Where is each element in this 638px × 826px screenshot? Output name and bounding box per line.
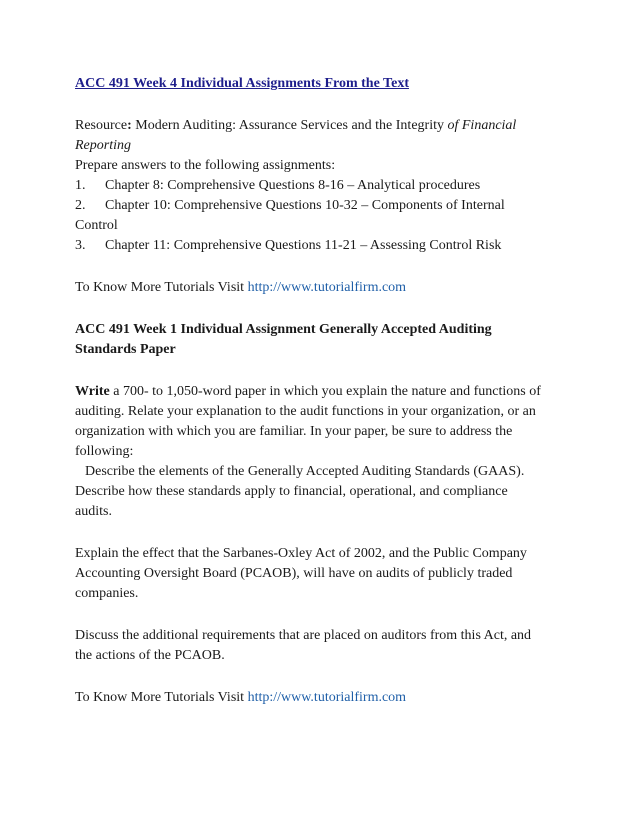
section2-heading-line2: Standards Paper bbox=[75, 342, 176, 357]
paragraph-line: the actions of the PCAOB. bbox=[75, 648, 225, 663]
paragraph-line: following: bbox=[75, 444, 134, 459]
paragraph-line: auditing. Relate your explanation to the audit functions in your organization, or an bbox=[75, 404, 536, 419]
paragraph-line: Describe how these standards apply to financial, operational, and compliance bbox=[75, 484, 508, 499]
list-item-text: Chapter 10: Comprehensive Questions 10-32 – Components of Internal bbox=[105, 198, 505, 213]
paragraph-line: Discuss the additional requirements that are placed on auditors from this Act, and bbox=[75, 628, 532, 643]
visit-text: To Know More Tutorials Visit bbox=[75, 690, 248, 705]
paragraph-line: organization with which you are familiar. In your paper, be sure to address the bbox=[75, 424, 513, 439]
tutorial-link[interactable]: http://www.tutorialfirm.com bbox=[247, 690, 407, 705]
paragraph-line: companies. bbox=[75, 586, 139, 601]
resource-line bbox=[75, 116, 575, 136]
section1-heading[interactable]: ACC 491 Week 4 Individual Assignments From the Text bbox=[75, 76, 409, 91]
write-bold: Write bbox=[75, 384, 110, 399]
spacer bbox=[75, 94, 575, 116]
list-item-text: Chapter 8: Comprehensive Questions 8-16 – Analytical procedures bbox=[105, 178, 481, 193]
paragraph-line: audits. bbox=[75, 504, 112, 519]
spacer bbox=[75, 666, 575, 688]
paragraph-line: Explain the effect that the Sarbanes-Oxley Act of 2002, and the Public Company bbox=[75, 546, 527, 561]
resource-italic-1: of Financial bbox=[447, 118, 517, 133]
visit-text: To Know More Tutorials Visit bbox=[75, 280, 248, 295]
list-item-number: 2. bbox=[75, 198, 86, 213]
list-item bbox=[75, 196, 575, 216]
resource-label: Resource bbox=[75, 118, 128, 133]
spacer bbox=[75, 604, 575, 626]
resource-colon: : bbox=[127, 118, 132, 133]
list-item-number: 3. bbox=[75, 238, 86, 253]
list-item bbox=[75, 176, 575, 196]
resource-italic-2: Reporting bbox=[75, 138, 131, 153]
visit-line bbox=[75, 278, 575, 298]
document-page bbox=[75, 74, 575, 708]
resource-text: Modern Auditing: Assurance Services and the Integrity bbox=[131, 118, 448, 133]
spacer bbox=[75, 298, 575, 320]
list-item-continuation: Control bbox=[75, 218, 118, 233]
prepare-line: Prepare answers to the following assignments: bbox=[75, 158, 336, 173]
spacer bbox=[75, 256, 575, 278]
list-item bbox=[75, 236, 575, 256]
spacer bbox=[75, 522, 575, 544]
paragraph-line bbox=[75, 382, 575, 402]
section2-heading-line1: ACC 491 Week 1 Individual Assignment Generally Accepted Auditing bbox=[75, 322, 492, 337]
paragraph-line: Accounting Oversight Board (PCAOB), will have on audits of publicly traded bbox=[75, 566, 513, 581]
list-item-text: Chapter 11: Comprehensive Questions 11-21 – Assessing Control Risk bbox=[105, 238, 502, 253]
list-item-number: 1. bbox=[75, 178, 86, 193]
spacer bbox=[75, 360, 575, 382]
paragraph-line: Describe the elements of the Generally Accepted Auditing Standards (GAAS). bbox=[85, 464, 525, 479]
visit-line bbox=[75, 688, 575, 708]
tutorial-link[interactable]: http://www.tutorialfirm.com bbox=[247, 280, 407, 295]
paragraph-text: a 700- to 1,050-word paper in which you explain the nature and functions of bbox=[109, 384, 541, 399]
